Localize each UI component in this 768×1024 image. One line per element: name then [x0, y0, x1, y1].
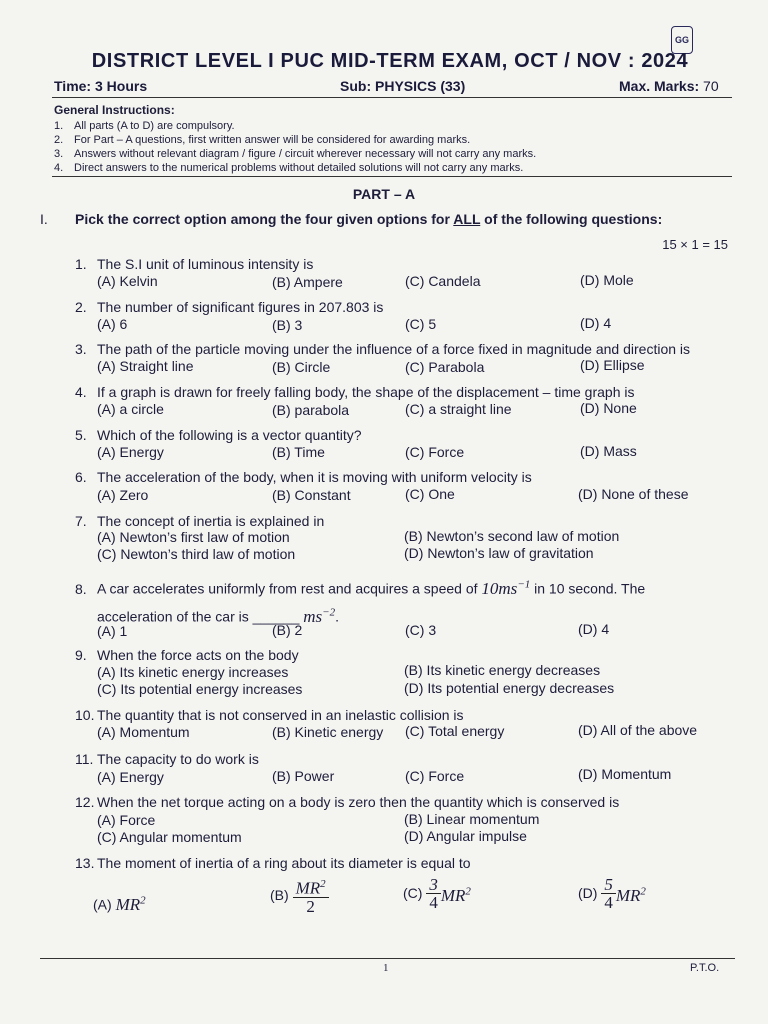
option-a: (A) Energy	[97, 444, 164, 460]
option-b: (B) parabola	[272, 402, 350, 418]
question-text: 1. The S.I unit of luminous intensity is	[75, 256, 314, 272]
option-d: (D) Ellipse	[580, 357, 645, 373]
option-c-fraction: $\frac{3}{4}$	[426, 876, 441, 911]
option-c: (C) Parabola	[405, 359, 485, 375]
max-marks	[619, 78, 719, 94]
option-c: (C) Angular momentum	[97, 829, 242, 845]
option-c: (C) One	[405, 486, 455, 502]
section-number: I.	[40, 211, 48, 227]
option-c: (C) Force	[405, 768, 465, 784]
question-text: 4. If a graph is drawn for freely falling body, the shape of the displacement – time graph is	[75, 384, 635, 400]
question-text: 9. When the force acts on the body	[75, 647, 299, 663]
question-text: 8. A car accelerates uniformly from rest and acquires a speed of $10ms^{-1}$ in 10 second. The	[75, 578, 646, 598]
option-d: (D) Angular impulse	[404, 828, 527, 844]
question-text: 5. Which of the following is a vector quantity?	[75, 427, 362, 443]
instruction-text: All parts (A to D) are compulsory.	[74, 120, 235, 132]
option-d: (D) Newton’s law of gravitation	[404, 545, 594, 561]
instruction-text: Answers without relevant diagram / figure / circuit wherever necessary will not carry any marks.	[74, 148, 537, 160]
question-text: 2. The number of significant figures in 207.803 is	[75, 299, 384, 315]
option-d: (D) Momentum	[578, 766, 672, 782]
option-b: (B) Kinetic energy	[272, 724, 384, 740]
instructions-rule	[52, 176, 732, 177]
option-c: (C) Its potential energy increases	[97, 681, 303, 697]
instruction-number: 2.	[54, 134, 64, 146]
instruction-text: For Part – A questions, first written answer will be considered for awarding marks.	[74, 134, 471, 146]
option-d-math: $MR^2$	[615, 885, 646, 905]
instruction-number: 3.	[54, 148, 64, 160]
option-a: (A) 1	[97, 623, 128, 639]
question-text: 13. The moment of inertia of a ring about its diameter is equal to	[75, 855, 471, 871]
question-text: 11. The capacity to do work is	[75, 751, 259, 767]
option-c: (C) 5	[405, 316, 437, 332]
header-rule	[52, 97, 732, 98]
question-text-continued: acceleration of the car is ______ $ms^{-2}$.	[97, 606, 339, 626]
speed-expression: $10ms^{-1}$	[481, 578, 531, 598]
unit-expression: $ms^{-2}$	[303, 606, 336, 626]
question-text: 12. When the net torque acting on a body is zero then the quantity which is conserved is	[75, 794, 620, 810]
max-marks-value: 70	[703, 78, 719, 94]
option-b: (B) Ampere	[272, 274, 343, 290]
option-c: (C) a straight line	[405, 401, 512, 417]
option-a: (A) Energy	[97, 769, 164, 785]
option-b-fraction: $\frac{MR^2}{2}$	[293, 876, 329, 915]
instruction-item	[54, 119, 235, 133]
question-text: 3. The path of the particle moving under the influence of a force fixed in magnitude and direction is	[75, 341, 691, 357]
option-c: (C) Force	[405, 444, 465, 460]
option-d-fraction: $\frac{5}{4}$	[601, 876, 616, 911]
instruction-number: 4.	[54, 162, 64, 174]
section-marks: 15 × 1 = 15	[662, 237, 728, 252]
footer-rule	[40, 958, 735, 959]
section-heading	[40, 211, 662, 227]
option-a: (A) Force	[97, 812, 156, 828]
option-b: (B) $\frac{MR^2}{2}$	[270, 876, 329, 915]
option-c: (C) Newton’s third law of motion	[97, 546, 296, 562]
option-a: (A) Momentum	[97, 724, 190, 740]
logo: GG	[671, 26, 693, 54]
option-b: (B) Time	[272, 444, 325, 460]
time-label: Time: 3 Hours	[54, 78, 148, 94]
option-b: (B) Constant	[272, 487, 351, 503]
option-a: (A) Zero	[97, 487, 149, 503]
question-text: 10. The quantity that is not conserved in an inelastic collision is	[75, 707, 464, 723]
option-a: (A) a circle	[97, 401, 164, 417]
option-c-math: $MR^2$	[440, 885, 471, 905]
option-a-math: $MR^2$	[115, 894, 146, 914]
max-marks-label: Max. Marks:	[619, 78, 700, 94]
option-c: (C) Total energy	[405, 723, 505, 739]
section-text-before: Pick the correct option among the four given options for	[75, 211, 454, 227]
option-b: (B) Circle	[272, 359, 331, 375]
option-a: (A) 6	[97, 316, 128, 332]
option-d: (D) All of the above	[578, 722, 698, 738]
instructions-title: General Instructions:	[54, 103, 175, 117]
option-a: (A) Kelvin	[97, 273, 158, 289]
option-c: (C) 3	[405, 622, 437, 638]
exam-title: DISTRICT LEVEL I PUC MID-TERM EXAM, OCT / NOV : 2024	[91, 50, 689, 72]
option-c: (C) $\frac{3}{4}$ $MR^2$	[403, 875, 471, 912]
option-b: (B) 3	[272, 317, 303, 333]
instruction-item	[54, 161, 523, 175]
option-b: (B) Its kinetic energy decreases	[404, 662, 601, 678]
option-b: (B) Power	[272, 768, 335, 784]
option-a: (A) $MR^2$	[93, 894, 146, 914]
option-d: (D) 4	[580, 315, 612, 331]
option-d: (D) Its potential energy decreases	[404, 680, 615, 696]
option-a: (A) Newton’s first law of motion	[97, 529, 290, 545]
option-a: (A) Its kinetic energy increases	[97, 664, 289, 680]
section-text-underlined: ALL	[453, 211, 481, 227]
pto-label: P.T.O.	[690, 962, 720, 974]
instruction-item	[54, 147, 536, 161]
option-d: (D) 4	[578, 621, 610, 637]
option-d: (D) Mass	[580, 443, 637, 459]
option-a: (A) Straight line	[97, 358, 194, 374]
option-d: (D) $\frac{5}{4}$ $MR^2$	[578, 875, 646, 912]
option-b: (B) Newton’s second law of motion	[404, 528, 620, 544]
part-heading: PART – A	[352, 186, 416, 202]
option-b: (B) 2	[272, 622, 303, 638]
option-b: (B) Linear momentum	[404, 811, 540, 827]
section-text-after: of the following questions:	[480, 211, 663, 227]
instruction-text: Direct answers to the numerical problems without detailed solutions will not carry any marks.	[74, 162, 524, 174]
instruction-item	[54, 133, 470, 147]
page-number: 1	[383, 962, 389, 974]
instruction-number: 1.	[54, 120, 64, 132]
option-c: (C) Candela	[405, 273, 481, 289]
question-text: 6. The acceleration of the body, when it is moving with uniform velocity is	[75, 469, 532, 485]
option-d: (D) Mole	[580, 272, 634, 288]
subject-label: Sub: PHYSICS (33)	[340, 78, 466, 94]
question-text: 7. The concept of inertia is explained in	[75, 513, 325, 529]
option-d: (D) None of these	[578, 486, 689, 502]
option-d: (D) None	[580, 400, 637, 416]
